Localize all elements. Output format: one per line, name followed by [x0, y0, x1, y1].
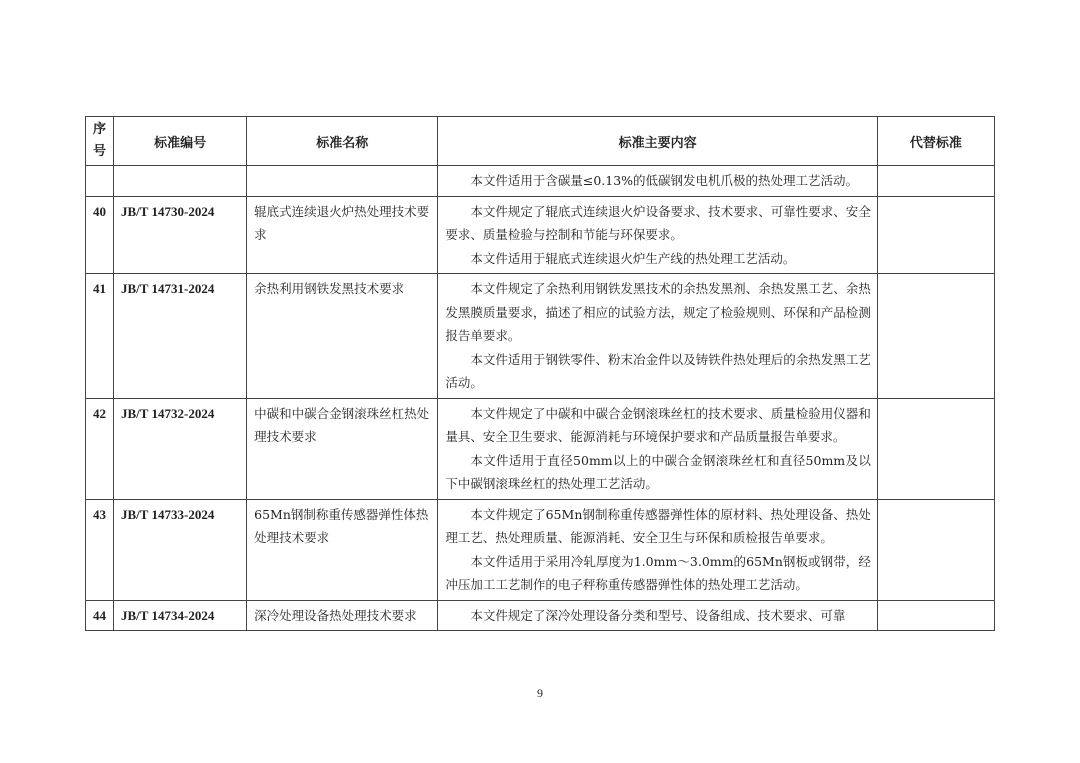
row-replaced-standard-cell: [877, 274, 994, 399]
row-standard-number-cell: [114, 274, 247, 399]
row-seq-cell-text: 43: [93, 506, 106, 522]
row-replaced-standard-cell-text: [878, 601, 994, 607]
row-standard-number-cell: [114, 600, 247, 631]
row-replaced-standard-cell-text: [878, 166, 994, 172]
row-main-content-cell-text: [438, 399, 876, 499]
table-row: [86, 499, 995, 600]
row-standard-number-cell-text: [114, 166, 246, 172]
table-row: [86, 398, 995, 499]
table-row: [86, 600, 995, 631]
row-standard-number-cell-text: JB/T 14732-2024: [121, 405, 215, 421]
content-paragraph: 本文件适用于辊底式连续退火炉生产线的热处理工艺活动。: [470, 250, 796, 266]
row-standard-name-cell-text: 深冷处理设备热处理技术要求: [254, 607, 417, 623]
row-standard-number-cell: [114, 398, 247, 499]
row-seq-cell: [86, 499, 114, 600]
content-paragraph: 本文件规定了深冷处理设备分类和型号、设备组成、技术要求、可靠: [470, 607, 846, 623]
content-paragraph: 本文件适用于采用冷轧厚度为1.0mm～3.0mm的65Mn钢板或钢带，经冲压加工工艺制作的电子秤称重传感器弹性体的热处理工艺活动。: [445, 553, 871, 592]
page-number: 9: [537, 686, 543, 700]
row-standard-name-cell-text: 中碳和中碳合金钢滚珠丝杠热处理技术要求: [254, 405, 430, 444]
row-standard-number-cell: [114, 499, 247, 600]
row-replaced-standard-cell: [877, 499, 994, 600]
content-paragraph: 本文件适用于直径50mm以上的中碳合金钢滚珠丝杠和直径50mm及以下中碳钢滚珠丝杠的热处理工艺活动。: [445, 452, 871, 491]
row-seq-cell-text: 40: [93, 203, 106, 219]
table-row: [86, 274, 995, 399]
header-seq-line-1: 序: [93, 122, 107, 137]
row-seq-cell: [86, 600, 114, 631]
standards-table: [85, 116, 995, 631]
content-paragraph: 本文件规定了65Mn钢制称重传感器弹性体的原材料、热处理设备、热处理工艺、热处理质量、能源消耗、安全卫生与环保和质检报告单要求。: [445, 506, 871, 545]
row-seq-cell: [86, 398, 114, 499]
content-paragraph: 本文件规定了中碳和中碳合金钢滚珠丝杠的技术要求、质量检验用仪器和量具、安全卫生要求、能源消耗与环境保护要求和产品质量报告单要求。: [445, 405, 871, 444]
row-standard-name-cell: [247, 166, 438, 197]
row-replaced-standard-cell-text: [878, 399, 994, 405]
content-paragraph: 本文件适用于钢铁零件、粉末冶金件以及铸铁件热处理后的余热发黑工艺活动。: [445, 351, 871, 390]
row-replaced-standard-cell-text: [878, 197, 994, 203]
row-seq-cell-text: [86, 166, 113, 169]
row-standard-name-cell-text: 65Mn钢制称重传感器弹性体热处理技术要求: [254, 506, 429, 545]
content-paragraph: 本文件适用于含碳量≤0.13%的低碳钢发电机爪极的热处理工艺活动。: [470, 173, 859, 188]
row-main-content-cell: [438, 274, 877, 399]
row-standard-name-cell-text: 余热利用钢铁发黑技术要求: [254, 281, 405, 296]
header-seq-line-2: 号: [93, 144, 107, 159]
header-standard-number: 标准编号: [114, 117, 247, 166]
row-standard-number-cell-text: JB/T 14730-2024: [121, 203, 215, 219]
row-standard-name-cell: [247, 398, 438, 499]
row-standard-number-cell: [114, 166, 247, 197]
row-seq-cell: [86, 166, 114, 197]
row-main-content-cell: [438, 196, 877, 274]
row-standard-name-cell: [247, 274, 438, 399]
row-main-content-cell-text: [438, 197, 876, 274]
row-standard-name-cell-text: [247, 166, 437, 172]
row-replaced-standard-cell: [877, 398, 994, 499]
row-standard-name-cell: [247, 196, 438, 274]
row-replaced-standard-cell: [877, 166, 994, 197]
row-main-content-cell-text: [438, 274, 876, 398]
row-main-content-cell: [438, 166, 877, 197]
row-standard-name-cell: [247, 600, 438, 631]
content-paragraph: 本文件规定了余热利用钢铁发黑技术的余热发黑剂、余热发黑工艺、余热发黑膜质量要求，描述了相应的试验方法，规定了检验规则、环保和产品检测报告单要求。: [445, 281, 871, 343]
header-standard-name: 标准名称: [247, 117, 438, 166]
row-standard-number-cell: [114, 196, 247, 274]
row-standard-number-cell-text: JB/T 14733-2024: [121, 506, 215, 522]
row-main-content-cell: [438, 499, 877, 600]
table-row: [86, 196, 995, 274]
header-replaced-standard: 代替标准: [877, 117, 994, 166]
table-header-row: [86, 117, 995, 166]
row-seq-cell-text: 44: [93, 607, 106, 623]
row-replaced-standard-cell: [877, 196, 994, 274]
header-seq: [86, 117, 114, 166]
row-standard-name-cell-text: 辊底式连续退火炉热处理技术要求: [254, 203, 430, 242]
row-replaced-standard-cell-text: [878, 500, 994, 506]
table-row: [86, 166, 995, 197]
row-standard-number-cell-text: JB/T 14734-2024: [121, 607, 215, 623]
content-paragraph: 本文件规定了辊底式连续退火炉设备要求、技术要求、可靠性要求、安全要求、质量检验与控制和节能与环保要求。: [445, 203, 871, 242]
row-seq-cell-text: 42: [93, 405, 106, 421]
row-main-content-cell-text: [438, 500, 876, 600]
row-replaced-standard-cell: [877, 600, 994, 631]
row-seq-cell: [86, 196, 114, 274]
row-seq-cell-text: 41: [93, 281, 106, 296]
table-body: [86, 166, 995, 631]
row-replaced-standard-cell-text: [878, 274, 994, 280]
row-standard-name-cell: [247, 499, 438, 600]
row-main-content-cell-text: [438, 601, 876, 631]
row-main-content-cell: [438, 398, 877, 499]
row-main-content-cell: [438, 600, 877, 631]
row-standard-number-cell-text: JB/T 14731-2024: [121, 281, 215, 296]
header-main-content: 标准主要内容: [438, 117, 877, 166]
row-seq-cell: [86, 274, 114, 399]
row-main-content-cell-text: [438, 166, 876, 196]
